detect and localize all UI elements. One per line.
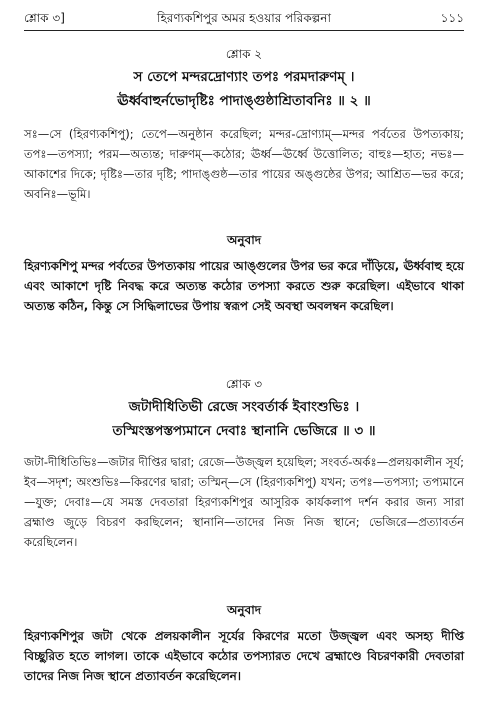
header-rule (24, 30, 464, 31)
verse-2-translation: হিরণ্যকশিপু মন্দর পর্বতের উপত্যকায় পায়ের আঙ্গুলের উপর ভর করে দাঁড়িয়ে, ঊর্ধ্ববাহু হয়ে এবং আকাশে দৃষ্টি নিবদ্ধ করে অত্যন্ত কঠোর তপস্যা করতে শুরু করেছিল। এইভাবে থাকা অত্যন্ত কঠিন, কিন্তু সে সিদ্ধিলাভের উপায় স্বরূপ সেই অবস্থা অবলম্বন করেছিল। (24, 259, 464, 313)
verse-2-line-2: ঊর্ধ্ববাহুর্নভোদৃষ্টিঃ পাদাঙ্গুষ্ঠাশ্রিতাবনিঃ ॥ ২ ॥ (117, 93, 371, 109)
header-chapter-title: হিরণ্যকশিপুর অমর হওয়ার পরিকল্পনা (157, 11, 331, 25)
verse-3-synonyms: জটা-দীধিতিভিঃ—জটার দীপ্তির দ্বারা; রেজে—উজ্জ্বল হয়েছিল; সংবর্ত-অর্কঃ—প্রলয়কালীন সূর্য; ইব—সদৃশ; অংশুভিঃ—কিরণের দ্বারা; তস্মিন্—সে (হিরণ্যকশিপু) যখন; তপঃ—তপস্যা; তপ্যমানে—যুক্ত; দেবাঃ—যে সমস্ত দেবতারা হিরণ্যকশিপুর আসুরিক কার্যকলাপ দর্শন করার জন্য সারা ব্রহ্মাণ্ড জুড়ে বিচরণ করছিলেন; স্থানানি—তাদের নিজ নিজ স্থানে; ভেজিরে—প্রত্যাবর্তন করেছিলেন। (24, 455, 464, 549)
header-verse-ref: শ্লোক ৩] (24, 11, 65, 25)
verse-3-line-1: জটাদীধিতিভী রেজে সংবর্তার্ক ইবাংশুভিঃ । (128, 399, 360, 415)
verse-3-translation-label: অনুবাদ (226, 603, 262, 617)
page-number: ১১১ (440, 11, 464, 25)
verse-2-translation-label: অনুবাদ (226, 233, 262, 247)
verse-2-label: শ্লোক ২ (225, 47, 263, 61)
verse-3-translation: হিরণ্যকশিপুর জটা থেকে প্রলয়কালীন সূর্যের কিরণের মতো উজ্জ্বল এবং অসহ্য দীপ্তি বিচ্ছুরিত হতে লাগল। তাকে এইভাবে কঠোর তপস্যারত দেখে ব্রহ্মাণ্ডে বিচরণকারী দেবতারা তাদের নিজ নিজ স্থানে প্রত্যাবর্তন করেছিলেন। (24, 629, 464, 683)
verse-2-synonyms: সঃ—সে (হিরণ্যকশিপু); তেপে—অনুষ্ঠান করেছিল; মন্দর-দ্রোণ্যাম্—মন্দর পর্বতের উপত্যকায়; তপঃ—তপস্যা; পরম—অত্যন্ত; দারুণম্—কঠোর; ঊর্ধ্ব—ঊর্ধ্বে উত্তোলিত; বাহুঃ—হাত; নভঃ—আকাশের দিকে; দৃষ্টিঃ—তার দৃষ্টি; পাদাঙ্গুষ্ঠ—তার পায়ের অঙ্গুষ্ঠের উপর; আশ্রিত—ভর করে; অবনিঃ—ভূমি। (24, 127, 464, 201)
verse-3-label: শ্লোক ৩ (225, 377, 263, 391)
verse-2-line-1: স তেপে মন্দরদ্রোণ্যাং তপঃ পরমদারুণম্ । (133, 69, 355, 85)
verse-3-line-2: তস্মিংস্তপস্তপ্যমানে দেবাঃ স্থানানি ভেজিরে ॥ ৩ ॥ (112, 423, 376, 439)
running-header (24, 8, 464, 30)
